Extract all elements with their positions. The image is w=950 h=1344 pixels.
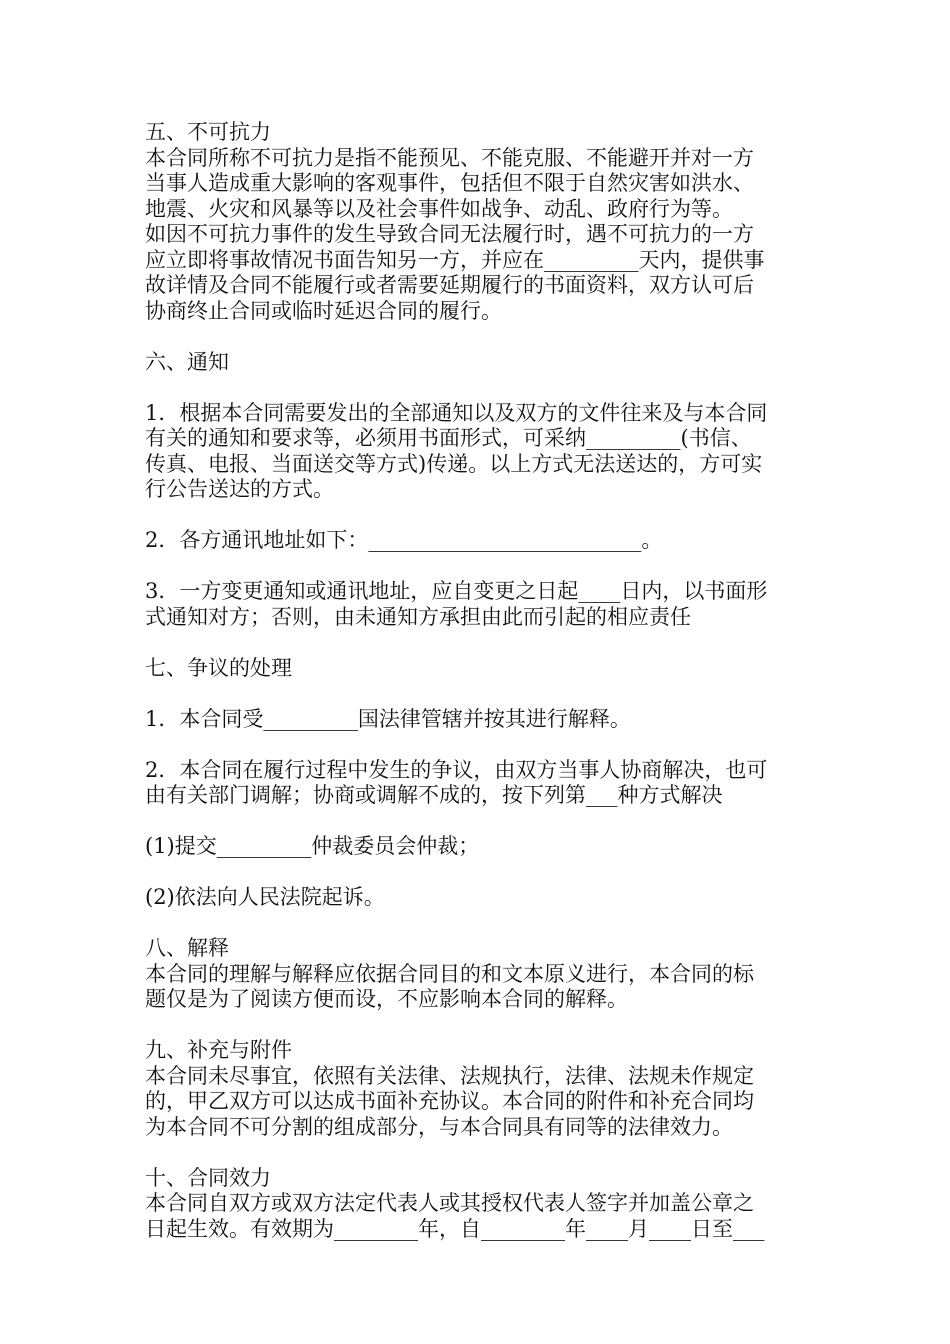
section-heading-disputes: 七、争议的处理 <box>145 655 292 680</box>
paragraph-line: 3．一方变更通知或通讯地址，应自变更之日起____日内，以书面形 <box>145 579 768 603</box>
paragraph-line: 本合同未尽事宜，依照有关法律、法规执行，法律、法规未作规定 <box>145 1063 754 1088</box>
paragraph-line: 故详情及合同不能履行或者需要延期履行的书面资料，双方认可后 <box>145 273 754 297</box>
list-item: (1)提交_________仲裁委员会仲裁； <box>145 834 480 858</box>
paragraph-line: 本合同的理解与解释应依据合同目的和文本原义进行，本合同的标 <box>145 961 754 986</box>
paragraph-line: 本合同所称不可抗力是指不能预见、不能克服、不能避开并对一方 <box>145 145 754 170</box>
paragraph-line: 2．本合同在履行过程中发生的争议，由双方当事人协商解决，也可 <box>145 757 768 782</box>
paragraph-line: 题仅是为了阅读方便而设，不应影响本合同的解释。 <box>145 987 628 1011</box>
paragraph-line: 1．本合同受_________国法律管辖并按其进行解释。 <box>145 706 631 731</box>
paragraph-line: 的，甲乙双方可以达成书面补充协议。本合同的附件和补充合同均 <box>145 1089 754 1113</box>
paragraph-line: 由有关部门调解；协商或调解不成的，按下列第___种方式解决 <box>145 783 723 807</box>
paragraph-line: 1．根据本合同需要发出的全部通知以及双方的文件往来及与本合同 <box>145 400 768 425</box>
list-item: (2)依法向人民法院起诉。 <box>145 885 385 909</box>
section-heading-notice: 六、通知 <box>145 349 229 374</box>
paragraph-line: 式通知对方；否则，由未通知方承担由此而引起的相应责任 <box>145 604 691 629</box>
section-heading-validity: 十、合同效力 <box>145 1165 271 1190</box>
paragraph-line: 如因不可抗力事件的发生导致合同无法履行时，遇不可抗力的一方 <box>145 222 754 246</box>
paragraph-line: 传真、电报、当面送交等方式)传递。以上方式无法送达的，方可实 <box>145 451 763 476</box>
paragraph-line: 为本合同不可分割的组成部分，与本合同具有同等的法律效力。 <box>145 1114 733 1139</box>
section-heading-supplements: 九、补充与附件 <box>145 1038 292 1062</box>
paragraph-line: 本合同自双方或双方法定代表人或其授权代表人签字并加盖公章之 <box>145 1191 754 1215</box>
paragraph-line: 有关的通知和要求等，必须用书面形式，可采纳_________(书信、 <box>145 426 752 450</box>
paragraph-line: 地震、火灾和风暴等以及社会事件如战争、动乱、政府行为等。 <box>145 196 733 221</box>
paragraph-line: 协商终止合同或临时延迟合同的履行。 <box>145 298 502 323</box>
section-heading-interpretation: 八、解释 <box>145 936 229 960</box>
paragraph-line: 应立即将事故情况书面告知另一方，并应在_________天内，提供事 <box>145 247 765 272</box>
paragraph-line: 行公告送达的方式。 <box>145 477 334 501</box>
paragraph-line: 2．各方通讯地址如下：__________________________。 <box>145 528 663 552</box>
paragraph-line: 日起生效。有效期为________年，自________年____月____日至___ <box>145 1216 765 1241</box>
paragraph-line: 当事人造成重大影响的客观事件，包括但不限于自然灾害如洪水、 <box>145 171 754 195</box>
section-heading-force-majeure: 五、不可抗力 <box>145 120 271 144</box>
document-page <box>145 120 810 1242</box>
